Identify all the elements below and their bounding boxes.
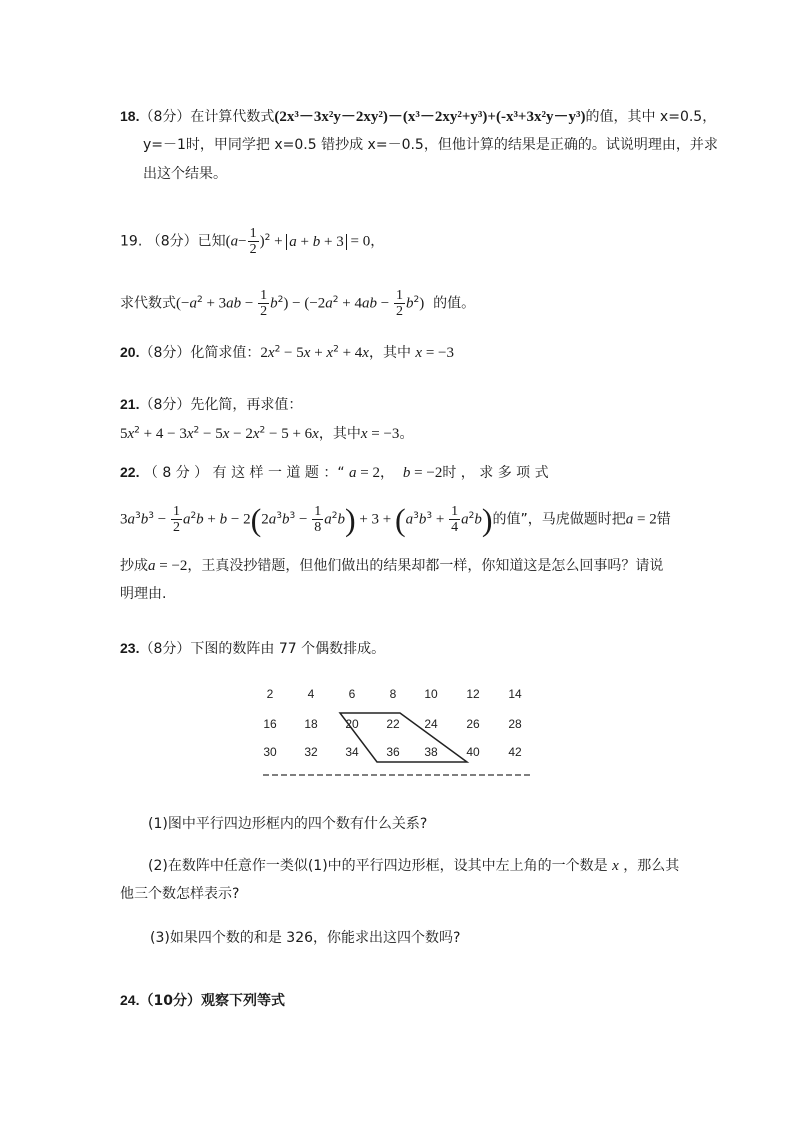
grid-cell: 22 xyxy=(386,717,400,731)
q23-sub2-line1: (2)在数阵中任意作一类似(1)中的平行四边形框，设其中左上角的一个数是 x ，那么其 xyxy=(148,858,680,874)
q18-line3: 出这个结果。 xyxy=(143,166,227,182)
q22-line3-prefix: 抄成 xyxy=(120,558,148,574)
grid-cell: 4 xyxy=(307,687,315,701)
grid-cell: 42 xyxy=(508,745,522,759)
q21-where: ，其中 xyxy=(318,426,361,442)
number-grid-figure xyxy=(255,680,545,785)
q23-sub1: (1)图中平行四边形框内的四个数有什么关系? xyxy=(148,816,428,832)
q23-number: 23. xyxy=(120,640,140,656)
q18-line1 xyxy=(120,106,716,127)
q18-line2: y=－1时，甲同学把 x=0.5 错抄成 x=－0.5，但他计算的结果是正确的。试说明理由，并求 xyxy=(143,137,718,153)
q22-line1-text: （ 8 分 ） 有 这 样 一 道 题 ：“ xyxy=(143,465,345,481)
grid-cell: 12 xyxy=(466,687,480,701)
grid-cell: 32 xyxy=(304,745,318,759)
q22-line1-mid: ， 求 多 项 式 xyxy=(460,465,549,481)
grid-cell: 10 xyxy=(424,687,438,701)
q20-line: 20.（8分）化简求值：$2x^2 - 5x + x^2 + 4x$，其中 x = −3 xyxy=(120,344,454,361)
q19-line1: 19. （8分）已知(a− $\frac{1}{2}$ )$^2$ + a + b + 3 = 0， xyxy=(120,226,385,257)
grid-cell: 8 xyxy=(389,687,397,701)
q23-text: （8分）下图的数阵由 77 个偶数排成。 xyxy=(139,641,386,657)
q20-number: 20. xyxy=(120,344,140,360)
grid-cell: 2 xyxy=(266,687,274,701)
q21-line2: $5x^2 + 4 - 3x^2 - 5x - 2x^2 - 5 + 6x$，其中x = −3。 xyxy=(120,425,414,442)
q19-prefix: 求代数式 xyxy=(120,295,176,312)
grid-cell: 28 xyxy=(508,717,522,731)
grid-cell: 18 xyxy=(304,717,318,731)
q18-text1: 在计算代数式 xyxy=(190,109,275,125)
q21-line1 xyxy=(120,394,302,415)
q22-line3: 抄成a = −2，王真没抄错题，但他们做出的结果却都一样，你知道这是怎么回事吗？请说 xyxy=(120,558,664,574)
q20-where: ，其中 xyxy=(368,345,411,361)
grid-cell: 30 xyxy=(263,745,277,759)
q22-line2: $3a^3b^3$ − $\frac{1}{2}$ $a^2b + b - 2(2a^3b^3$ − $\frac{1}{8}$ $a^2b) + 3 + (a^3b^3$ + $\frac{1}{4}$ $a^2b$)的值”，马虎做题时把a = 2错 xyxy=(120,501,671,538)
grid-cell: 14 xyxy=(508,687,522,701)
q24-number: 24. xyxy=(120,992,140,1008)
q18-text2: 的值，其中 x=0.5， xyxy=(585,109,717,125)
q21-number: 21. xyxy=(120,396,140,412)
q19-line2: 求代数式($-a^2 + 3ab$ − $\frac{1}{2}$ $b^2) - (-2a^2 + 4ab$ − $\frac{1}{2}$ $b^2$) 的值。 xyxy=(120,288,476,319)
grid-cell: 34 xyxy=(345,745,359,759)
q23-sub2a: (2)在数阵中任意作一类似(1)中的平行四边形框，设其中左上角的一个数是 xyxy=(148,858,608,874)
grid-cell: 6 xyxy=(348,687,356,701)
q18-score: （8分） xyxy=(139,109,191,125)
grid-cell: 40 xyxy=(466,745,480,759)
q18-number: 18. xyxy=(120,108,140,124)
parallelogram-frame xyxy=(340,713,467,762)
q24-text: （10分）观察下列等式 xyxy=(139,993,285,1009)
q22-line4: 明理由. xyxy=(120,586,167,602)
number-grid xyxy=(263,687,522,759)
q22-line2-suffix: 的值”，马虎做题时把 xyxy=(492,511,626,528)
grid-cell: 24 xyxy=(424,717,438,731)
grid-cell: 36 xyxy=(386,745,400,759)
q20-text: （8分）化简求值： xyxy=(139,345,261,361)
q18-expression: (2x³－3x²y－2xy²)－(x³－2xy²+y³)+(-x³+3x²y－y³) xyxy=(274,109,586,125)
q21-text: （8分）先化简，再求值： xyxy=(139,397,303,413)
q22-line1: 22. （ 8 分 ） 有 这 样 一 道 题 ：“ a = 2， b = −2时 ， 求 多 项 式 xyxy=(120,464,549,481)
q22-number: 22. xyxy=(120,464,140,480)
grid-cell: 38 xyxy=(424,745,438,759)
q24-line xyxy=(120,990,285,1011)
grid-cell: 26 xyxy=(466,717,480,731)
grid-cell: 16 xyxy=(263,717,277,731)
q23-line xyxy=(120,638,385,659)
q22-line3-suffix: ，王真没抄错题，但他们做出的结果却都一样，你知道这是怎么回事吗？请说 xyxy=(187,558,664,574)
q23-sub2-line2: 他三个数怎样表示? xyxy=(120,886,240,902)
q19-suffix: 的值。 xyxy=(433,295,476,312)
grid-cell: 20 xyxy=(345,717,359,731)
q23-sub2b: ，那么其 xyxy=(623,858,680,874)
q19-label: 19. （8分）已知 xyxy=(120,233,226,250)
q23-sub3: (3)如果四个数的和是 326，你能求出这四个数吗? xyxy=(150,930,461,946)
q22-line2-end: 错 xyxy=(656,511,671,528)
